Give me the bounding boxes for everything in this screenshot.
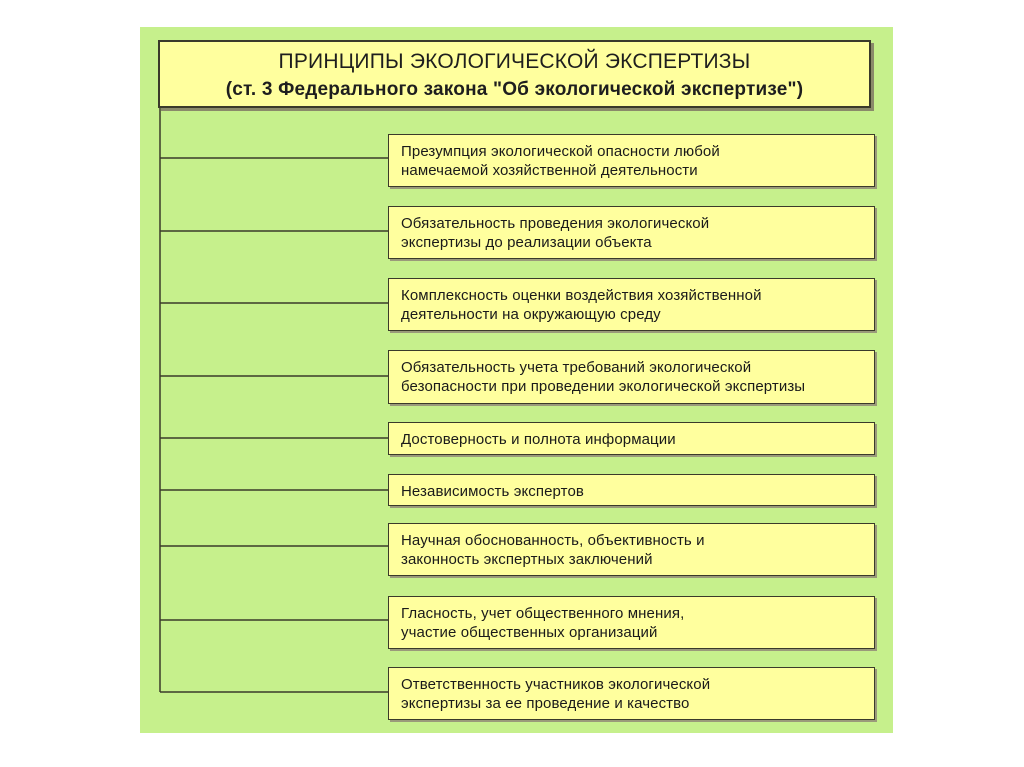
principle-text: законность экспертных заключений <box>401 551 653 568</box>
principle-box-5 <box>388 422 875 455</box>
principle-text: деятельности на окружающую среду <box>401 306 661 323</box>
diagram-title-box <box>158 40 871 108</box>
principle-text: Обязательность учета требований экологической <box>401 359 752 376</box>
principle-box-6 <box>388 474 875 506</box>
title-subheading: (ст. 3 Федерального закона "Об экологической экспертизе") <box>225 79 804 100</box>
principle-box-9 <box>388 667 875 720</box>
principle-text: Ответственность участников экологической <box>401 676 711 693</box>
principle-text: экспертизы до реализации объекта <box>401 234 652 251</box>
principle-box-7 <box>388 523 875 576</box>
principle-text: участие общественных организаций <box>401 624 658 641</box>
principle-text: Независимость экспертов <box>401 483 584 500</box>
principle-text: Гласность, учет общественного мнения, <box>401 605 685 622</box>
principle-box-2 <box>388 206 875 259</box>
principle-text: Достоверность и полнота информации <box>401 431 676 448</box>
principle-text: экспертизы за ее проведение и качество <box>401 695 690 712</box>
principle-box-4 <box>388 350 875 404</box>
principle-text: намечаемой хозяйственной деятельности <box>401 162 698 179</box>
principle-box-1 <box>388 134 875 187</box>
principle-box-8 <box>388 596 875 649</box>
principle-text: Обязательность проведения экологической <box>401 215 710 232</box>
principle-box-3 <box>388 278 875 331</box>
title-heading: ПРИНЦИПЫ ЭКОЛОГИЧЕСКОЙ ЭКСПЕРТИЗЫ <box>278 50 751 73</box>
principle-text: Научная обоснованность, объективность и <box>401 532 705 549</box>
principle-text: Презумпция экологической опасности любой <box>401 143 720 160</box>
principle-text: безопасности при проведении экологической экспертизы <box>401 378 806 395</box>
principle-text: Комплексность оценки воздействия хозяйственной <box>401 287 762 304</box>
